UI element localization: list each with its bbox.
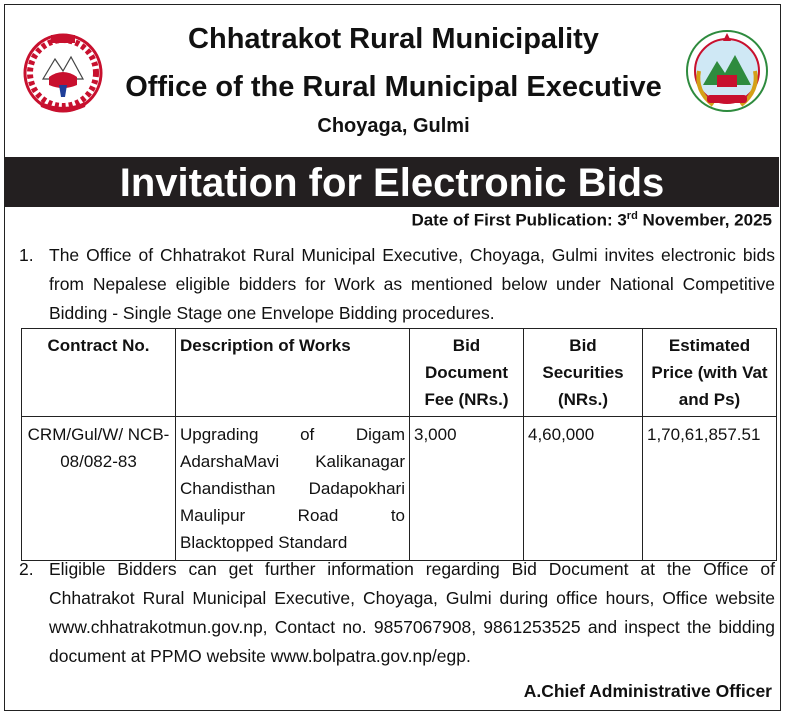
notice-frame <box>4 4 781 711</box>
publication-date-rest: November, 2025 <box>637 210 772 230</box>
location-subtitle: Choyaga, Gulmi <box>317 115 470 137</box>
header-estimated-price: Estimated Price (with Vat and Ps) <box>643 329 777 417</box>
header-contract-no: Contract No. <box>22 329 176 417</box>
publication-date-label: Date of First Publication: 3 <box>411 210 627 230</box>
municipality-seal-icon <box>683 27 771 115</box>
table-row <box>22 417 777 561</box>
header <box>5 5 782 157</box>
paragraph-2-text: Eligible Bidders can get further information regarding Bid Document at the Office of Chhatrakot Rural Municipal Executive, Choyaga, Gulmi during office hours, Office website www.chhatrakotmun.gov.np, Contact no. 9857067908, 9861253525 and inspect the bidding document at PPMO website www.bolpatra.gov.np/egp. <box>49 559 775 666</box>
publication-date <box>411 210 772 231</box>
header-doc-fee: Bid Document Fee (NRs.) <box>410 329 524 417</box>
paragraph-2-number: 2. <box>19 559 34 579</box>
municipality-title: Chhatrakot Rural Municipality <box>188 23 599 55</box>
paragraph-1-number: 1. <box>19 245 34 265</box>
header-description: Description of Works <box>176 329 410 417</box>
header-securities: Bid Securities (NRs.) <box>524 329 643 417</box>
paragraph-2 <box>19 555 775 671</box>
table-header-row <box>22 329 777 417</box>
bid-table <box>21 328 777 561</box>
paragraph-1-text: The Office of Chhatrakot Rural Municipal Executive, Choyaga, Gulmi invites electronic bids from Nepalese eligible bidders for Work as mentioned below under National Competitive Bidding - Single Stage one Envelope Bidding procedures. <box>49 245 775 323</box>
signature: A.Chief Administrative Officer <box>523 681 772 701</box>
cell-securities: 4,60,000 <box>524 417 643 561</box>
paragraph-1 <box>19 241 775 328</box>
cell-estimated-price: 1,70,61,857.51 <box>643 417 777 561</box>
cell-description: Upgrading of Digam AdarshaMavi Kalikanagar Chandisthan Dadapokhari Maulipur Road to Blacktopped Standard <box>176 417 410 561</box>
publication-date-sup: rd <box>626 210 638 222</box>
cell-doc-fee: 3,000 <box>410 417 524 561</box>
office-title: Office of the Rural Municipal Executive <box>125 71 662 103</box>
cell-contract-no: CRM/Gul/W/ NCB-08/082-83 <box>22 417 176 561</box>
invitation-banner: Invitation for Electronic Bids <box>5 157 779 207</box>
